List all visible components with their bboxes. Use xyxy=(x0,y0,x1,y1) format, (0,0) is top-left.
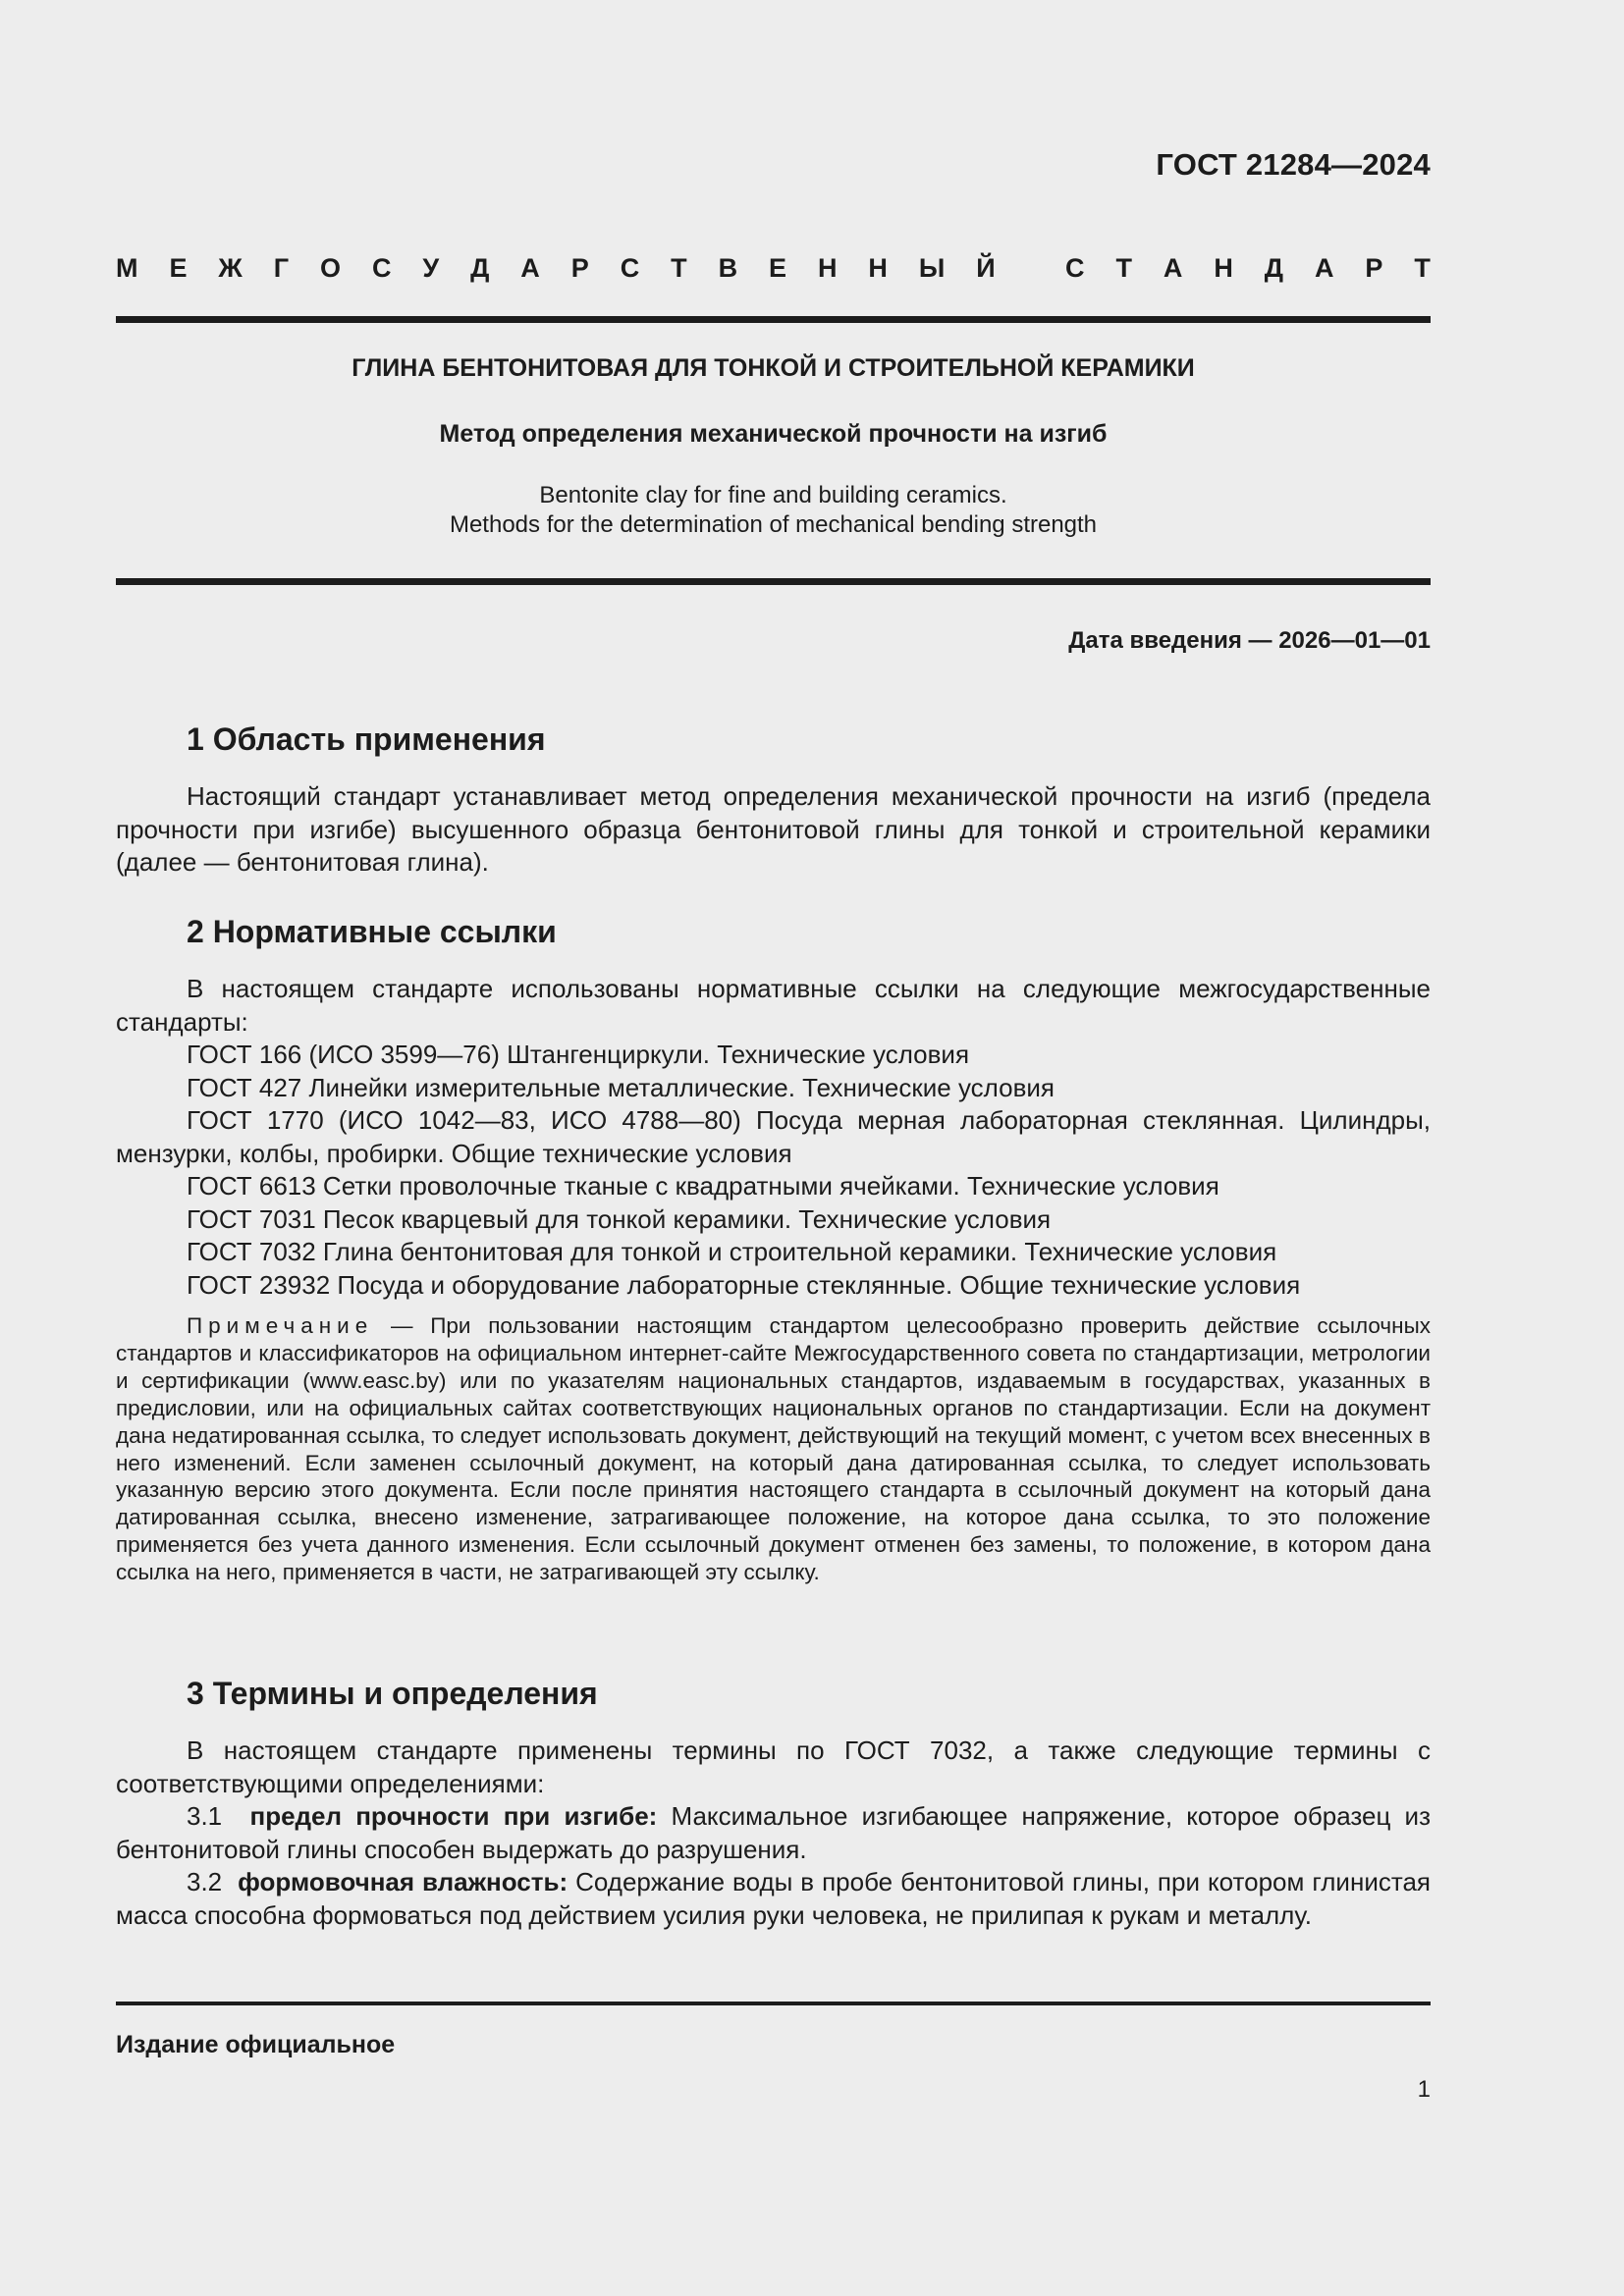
document-subtitle: Метод определения механической прочности на изгиб xyxy=(439,420,1108,448)
term-definition xyxy=(116,1800,1431,1866)
section-3-heading: 3 Термины и определения xyxy=(187,1676,598,1711)
standard-type-letter: Е xyxy=(169,253,188,283)
normative-reference: ГОСТ 166 (ИСО 3599—76) Штангенциркули. Технические условия xyxy=(187,1040,970,1069)
edition-label: Издание официальное xyxy=(116,2031,396,2058)
english-title-line-1: Bentonite clay for fine and building ceramics. xyxy=(539,482,1007,508)
note-paragraph xyxy=(116,1312,1431,1586)
standard-type-letter: У xyxy=(422,253,440,283)
title-bottom-rule xyxy=(116,578,1431,585)
standard-type-letter: С xyxy=(1065,253,1085,283)
page-number: 1 xyxy=(1417,2076,1431,2103)
standard-type-letter: Т xyxy=(1115,253,1132,283)
term-definition xyxy=(116,1866,1431,1932)
section-2-body xyxy=(116,973,1431,1302)
term-text: Содержание воды в пробе бентонитовой глины, при котором глинистая масса способна формоваться под действием усилия руки человека, не прилипая к рукам и металлу. xyxy=(116,1867,1431,1930)
introduction-date: Дата введения — 2026—01—01 xyxy=(1068,627,1431,654)
note-block xyxy=(116,1312,1431,1586)
section-2-intro: В настоящем стандарте использованы нормативные ссылки на следующие межгосударственные стандарты: xyxy=(116,974,1431,1037)
normative-reference: ГОСТ 1770 (ИСО 1042—83, ИСО 4788—80) Посуда мерная лабораторная стеклянная. Цилиндры, мензурки, колбы, пробирки. Общие технические условия xyxy=(116,1105,1431,1168)
standard-type-letter: А xyxy=(520,253,540,283)
standard-type-letter: Т xyxy=(1414,253,1431,283)
english-title xyxy=(116,481,1431,540)
section-1-paragraph: Настоящий стандарт устанавливает метод определения механической прочности на изгиб (предела прочности при изгибе) высушенного образца бентонитовой глины для тонкой и строительной керамики (далее — бентонитовая глина). xyxy=(116,781,1431,877)
standard-type-letter: А xyxy=(1163,253,1183,283)
standard-type-letter xyxy=(1027,253,1035,284)
note-text: — При пользовании настоящим стандартом целесообразно проверить действие ссылочных стандартов и классификаторов на официальном интернет-сайте Межгосударственного совета по стандартизации, метрологии и сертификации (www.easc.by) или по указателям национальных стандартов, издаваемым в государствах, указанных в предисловии, или на официальных сайтах соответствующих национальных органов по стандартизации. Если на документ дана недатированная ссылка, то следует использовать документ, действующий на текущий момент, с учетом всех внесенных в него изменений. Если заменен ссылочный документ, на который дана датированная ссылка, то следует использовать указанную версию этого документа. Если после принятия настоящего стандарта в ссылочный документ на который дана датированная ссылка, внесено изменение, затрагивающее положение, на которое дана ссылка, то это положение применяется без учета данного изменения. Если ссылочный документ отменен без замены, то положение, в котором дана ссылка на него, применяется в части, не затрагивающей эту ссылку. xyxy=(116,1313,1431,1585)
standard-type-letter: Н xyxy=(868,253,888,283)
section-2-heading: 2 Нормативные ссылки xyxy=(187,914,557,949)
section-3-body xyxy=(116,1735,1431,1932)
standard-type-letter: Н xyxy=(1214,253,1233,283)
standard-type-letter: С xyxy=(620,253,640,283)
standard-type-letter: Г xyxy=(273,253,290,283)
standard-type-letter: О xyxy=(319,253,341,283)
standard-type-letter: Р xyxy=(570,253,589,283)
normative-reference: ГОСТ 7031 Песок кварцевый для тонкой керамики. Технические условия xyxy=(187,1203,1052,1234)
standard-type-letter: С xyxy=(371,253,392,283)
standard-type-letter: М xyxy=(116,253,138,283)
top-rule xyxy=(116,316,1431,323)
normative-reference: ГОСТ 23932 Посуда и оборудование лабораторные стеклянные. Общие технические условия xyxy=(187,1269,1301,1300)
standard-type-letter: Д xyxy=(1264,253,1283,283)
term-text: Максимальное изгибающее напряжение, которое образец из бентонитовой глины способен выдержать до разрушения. xyxy=(116,1801,1431,1864)
standard-type-letter: Е xyxy=(769,253,787,283)
footer-rule xyxy=(116,2002,1431,2005)
term-number: 3.2 xyxy=(187,1867,223,1896)
document-title: ГЛИНА БЕНТОНИТОВАЯ ДЛЯ ТОНКОЙ И СТРОИТЕЛЬНОЙ КЕРАМИКИ xyxy=(352,354,1195,382)
term-name: формовочная влажность: xyxy=(238,1867,568,1896)
term-number: 3.1 xyxy=(187,1801,223,1831)
normative-reference: ГОСТ 427 Линейки измерительные металлические. Технические условия xyxy=(187,1072,1055,1102)
section-1-body xyxy=(116,780,1431,880)
standard-type-letter: В xyxy=(718,253,738,283)
standard-type-letter: Й xyxy=(976,253,996,283)
standard-type-letter: Р xyxy=(1365,253,1383,283)
note-label: Примечание xyxy=(187,1313,374,1338)
term-name: предел прочности при изгибе: xyxy=(249,1801,658,1831)
normative-reference: ГОСТ 6613 Сетки проволочные тканые с квадратными ячейками. Технические условия xyxy=(187,1171,1219,1201)
standard-type-letter: Д xyxy=(470,253,490,283)
standard-type-letter: А xyxy=(1314,253,1334,283)
standard-type-letter: Ы xyxy=(918,253,946,283)
normative-reference: ГОСТ 7032 Глина бентонитовая для тонкой и строительной керамики. Технические условия xyxy=(187,1237,1277,1266)
document-code: ГОСТ 21284—2024 xyxy=(1156,147,1431,182)
english-title-line-2: Methods for the determination of mechanical bending strength xyxy=(449,511,1098,538)
standard-type-letter: Н xyxy=(817,253,838,283)
standard-type-letter: Т xyxy=(671,253,687,283)
section-1-heading: 1 Область применения xyxy=(187,721,546,757)
section-3-intro: В настоящем стандарте применены термины по ГОСТ 7032, а также следующие термины с соответствующими определениями: xyxy=(116,1735,1431,1798)
standard-type-heading xyxy=(116,253,1431,284)
standard-type-letter: Ж xyxy=(218,253,243,283)
